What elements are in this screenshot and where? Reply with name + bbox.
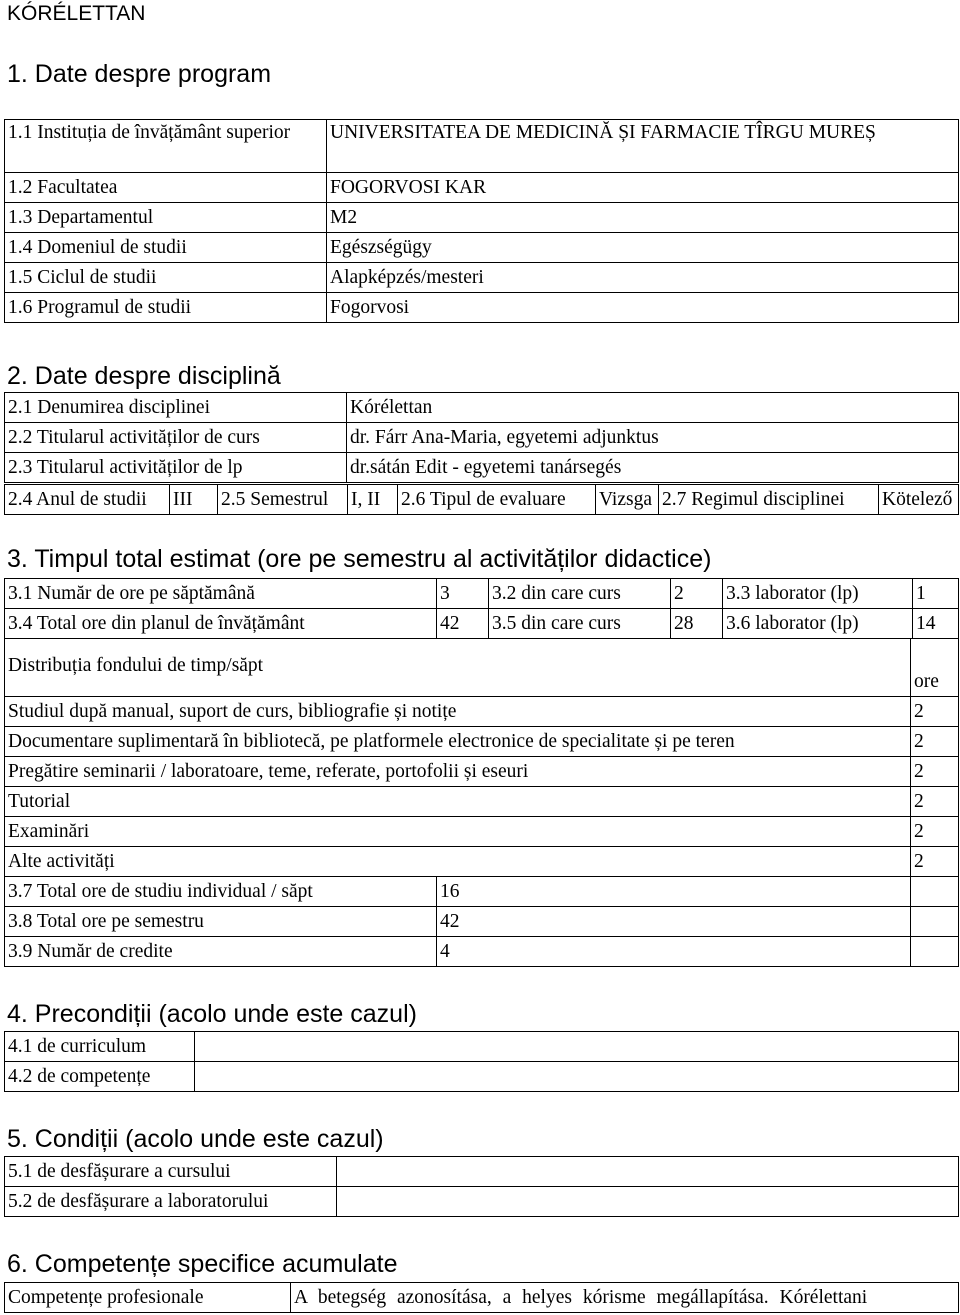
program-value: Fogorvosi — [327, 293, 959, 323]
year-value: III — [170, 485, 218, 515]
lab-value: 1 — [913, 579, 959, 609]
program-label: 1.6 Programul de studii — [5, 293, 327, 323]
conditions-table — [4, 1156, 959, 1217]
condition-label: 5.1 de desfășurare a cursului — [5, 1157, 337, 1187]
distribution-row — [5, 817, 959, 847]
year-label: 2.4 Anul de studii — [5, 485, 170, 515]
totals-value: 42 — [437, 907, 911, 937]
discipline-label: 2.2 Titularul activităților de curs — [5, 423, 347, 453]
course-value: 2 — [671, 579, 723, 609]
distribution-item-label: Pregătire seminarii / laboratoare, teme, referate, portofolii și eseuri — [5, 757, 911, 787]
discipline-table — [4, 392, 959, 483]
condition-row — [5, 1157, 959, 1187]
program-value: Alapképzés/mesteri — [327, 263, 959, 293]
distribution-label-text: Distribuția fondului de timp/săpt — [8, 655, 264, 676]
totals-row — [5, 937, 959, 967]
program-label: 1.1 Instituția de învățământ superior — [5, 120, 327, 173]
totals-empty — [911, 937, 959, 967]
distribution-item-label: Tutorial — [5, 787, 911, 817]
discipline-value: dr. Fárr Ana-Maria, egyetemi adjunktus — [347, 423, 959, 453]
precondition-label: 4.1 de curriculum — [5, 1032, 195, 1062]
precondition-row — [5, 1062, 959, 1092]
program-row — [5, 173, 959, 203]
evaluation-label: 2.6 Tipul de evaluare — [398, 485, 596, 515]
distribution-row — [5, 697, 959, 727]
regime-value: Kötelező — [879, 485, 959, 515]
distribution-header-row — [5, 639, 959, 697]
hours-total-row — [5, 609, 959, 639]
distribution-item-label: Alte activități — [5, 847, 911, 877]
distribution-row — [5, 847, 959, 877]
hours-label: 3.1 Număr de ore pe săptămână — [5, 579, 437, 609]
precondition-label: 4.2 de competențe — [5, 1062, 195, 1092]
section-3-heading: 3. Timpul total estimat (ore pe semestru al activităților didactice) — [7, 545, 712, 573]
totals-row — [5, 907, 959, 937]
program-row — [5, 120, 959, 173]
lab-label: 3.3 laborator (lp) — [723, 579, 913, 609]
distribution-item-value: 2 — [911, 757, 959, 787]
distribution-row — [5, 787, 959, 817]
semester-label: 2.5 Semestrul — [218, 485, 348, 515]
program-value: FOGORVOSI KAR — [327, 173, 959, 203]
time-distribution-table — [4, 638, 959, 967]
section-2-heading: 2. Date despre disciplină — [7, 362, 281, 390]
program-table — [4, 119, 959, 323]
distribution-row — [5, 757, 959, 787]
competence-value: A betegség azonosítása, a helyes kórisme megállapítása. Kórélettani — [291, 1283, 959, 1313]
program-value: UNIVERSITATEA DE MEDICINĂ ȘI FARMACIE TÎRGU MUREȘ — [327, 120, 959, 173]
discipline-value: dr.sátán Edit - egyetemi tanársegés — [347, 453, 959, 483]
discipline-value: Kórélettan — [347, 393, 959, 423]
program-label: 1.3 Departamentul — [5, 203, 327, 233]
distribution-item-label: Examinări — [5, 817, 911, 847]
program-value: Egészségügy — [327, 233, 959, 263]
section-4-heading: 4. Precondiții (acolo unde este cazul) — [7, 1000, 417, 1028]
discipline-info-line — [4, 484, 959, 515]
course-value: 28 — [671, 609, 723, 639]
distribution-item-value: 2 — [911, 727, 959, 757]
competence-row — [5, 1283, 959, 1313]
course-label: 3.2 din care curs — [489, 579, 671, 609]
discipline-row — [5, 453, 959, 483]
distribution-item-value: 2 — [911, 787, 959, 817]
discipline-label: 2.3 Titularul activităților de lp — [5, 453, 347, 483]
preconditions-table — [4, 1031, 959, 1092]
program-row — [5, 233, 959, 263]
section-1-heading: 1. Date despre program — [7, 60, 272, 88]
program-row — [5, 263, 959, 293]
totals-value: 16 — [437, 877, 911, 907]
hours-unit-label: ore — [911, 639, 959, 697]
condition-value — [337, 1157, 959, 1187]
distribution-item-label: Studiul după manual, suport de curs, bibliografie și notițe — [5, 697, 911, 727]
discipline-label: 2.1 Denumirea disciplinei — [5, 393, 347, 423]
distribution-item-label: Documentare suplimentară în bibliotecă, pe platformele electronice de specialitate și pe teren — [5, 727, 911, 757]
totals-empty — [911, 907, 959, 937]
competence-label: Competențe profesionale — [5, 1283, 291, 1313]
competences-table — [4, 1282, 959, 1313]
hours-per-week-row — [5, 579, 959, 609]
precondition-value — [195, 1062, 959, 1092]
condition-label: 5.2 de desfășurare a laboratorului — [5, 1187, 337, 1217]
program-value: M2 — [327, 203, 959, 233]
lab-value: 14 — [913, 609, 959, 639]
evaluation-value: Vizsga — [596, 485, 659, 515]
distribution-label — [5, 639, 911, 697]
distribution-row — [5, 727, 959, 757]
program-label: 1.4 Domeniul de studii — [5, 233, 327, 263]
regime-label: 2.7 Regimul disciplinei — [659, 485, 879, 515]
course-label: 3.5 din care curs — [489, 609, 671, 639]
program-row — [5, 293, 959, 323]
distribution-item-value: 2 — [911, 697, 959, 727]
hours-label: 3.4 Total ore din planul de învățământ — [5, 609, 437, 639]
hours-value: 42 — [437, 609, 489, 639]
section-6-heading: 6. Competențe specifice acumulate — [7, 1250, 398, 1278]
program-row — [5, 203, 959, 233]
totals-empty — [911, 877, 959, 907]
discipline-row — [5, 423, 959, 453]
distribution-item-value: 2 — [911, 817, 959, 847]
semester-value: I, II — [348, 485, 398, 515]
totals-row — [5, 877, 959, 907]
condition-value — [337, 1187, 959, 1217]
hours-value: 3 — [437, 579, 489, 609]
condition-row — [5, 1187, 959, 1217]
time-table — [4, 578, 959, 639]
program-label: 1.5 Ciclul de studii — [5, 263, 327, 293]
discipline-row — [5, 393, 959, 423]
totals-value: 4 — [437, 937, 911, 967]
precondition-row — [5, 1032, 959, 1062]
lab-label: 3.6 laborator (lp) — [723, 609, 913, 639]
precondition-value — [195, 1032, 959, 1062]
totals-label: 3.7 Total ore de studiu individual / săpt — [5, 877, 437, 907]
distribution-item-value: 2 — [911, 847, 959, 877]
totals-label: 3.8 Total ore pe semestru — [5, 907, 437, 937]
totals-label: 3.9 Număr de credite — [5, 937, 437, 967]
section-5-heading: 5. Condiții (acolo unde este cazul) — [7, 1125, 384, 1153]
program-label: 1.2 Facultatea — [5, 173, 327, 203]
document-title: KÓRÉLETTAN — [7, 2, 146, 25]
